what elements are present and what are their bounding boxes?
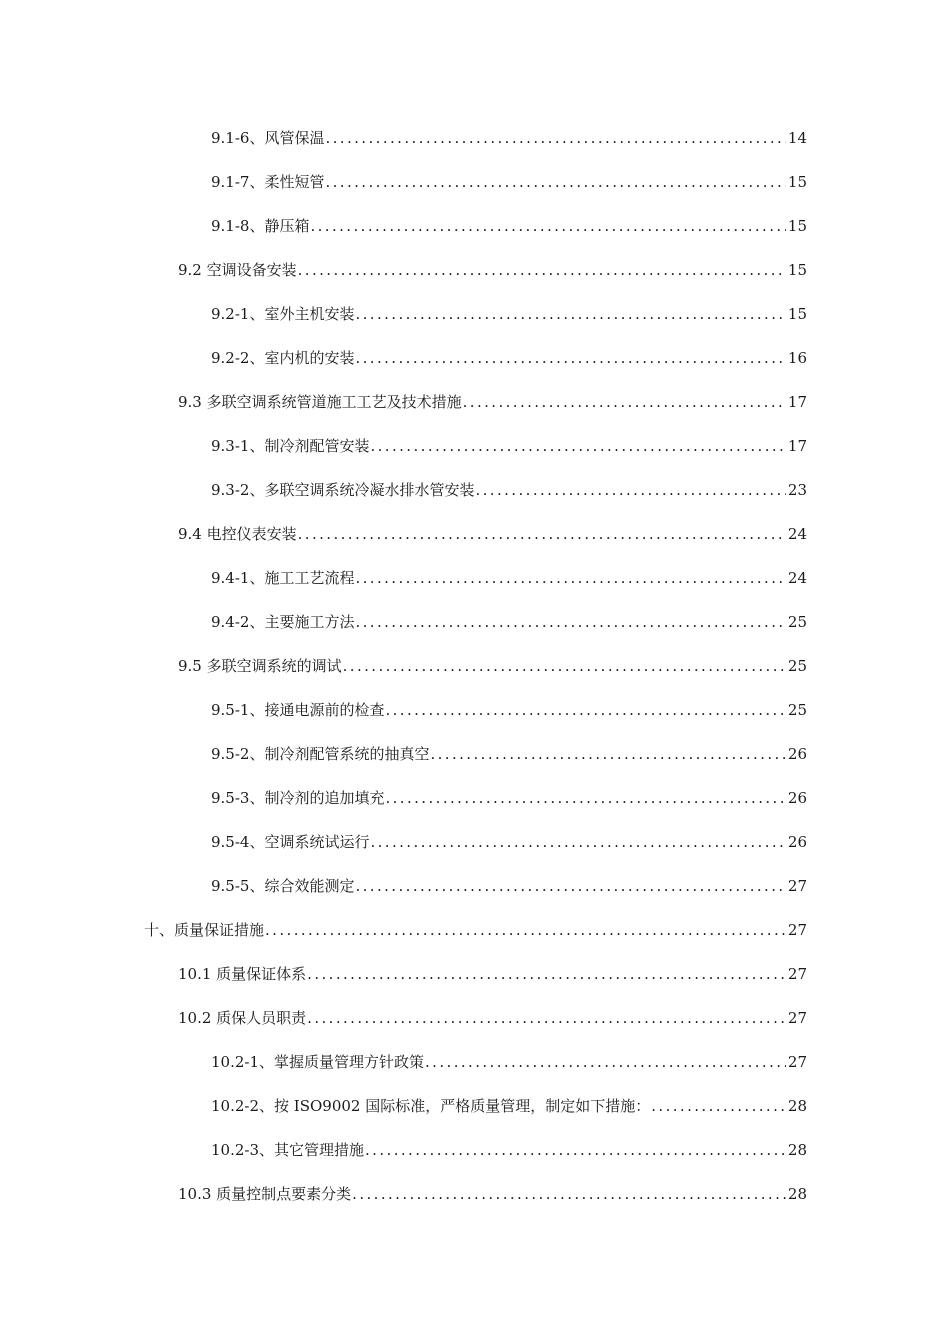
- toc-entry-page-number: 17: [787, 393, 807, 411]
- toc-entry-title: 9.5-4、空调系统试运行: [211, 833, 370, 851]
- toc-entry-page-number: 16: [787, 349, 807, 367]
- dot-leader: [365, 1134, 786, 1166]
- toc-entry-title: 10.1 质量保证体系: [178, 965, 307, 983]
- toc-entry[interactable]: [0, 694, 950, 738]
- toc-entry-title: 9.2-1、室外主机安装: [211, 305, 355, 323]
- toc-entry[interactable]: [0, 562, 950, 606]
- toc-entry-page-number: 26: [787, 745, 807, 763]
- toc-entry-page-number: 25: [787, 657, 807, 675]
- toc-entry[interactable]: [0, 606, 950, 650]
- toc-entry-title: 9.5-3、制冷剂的追加填充: [211, 789, 385, 807]
- toc-entry[interactable]: [0, 298, 950, 342]
- toc-entry[interactable]: [0, 1090, 950, 1134]
- toc-entry[interactable]: [0, 1046, 950, 1090]
- table-of-contents: [0, 122, 950, 1222]
- toc-entry-page-number: 15: [787, 173, 807, 191]
- toc-entry-page-number: 15: [787, 217, 807, 235]
- toc-entry-page-number: 25: [787, 613, 807, 631]
- toc-entry-title: 10.2-2、按 ISO9002 国际标准，严格质量管理，制定如下措施：: [211, 1097, 651, 1115]
- dot-leader: [325, 166, 785, 198]
- toc-entry-page-number: 27: [787, 1009, 807, 1027]
- toc-entry-page-number: 26: [787, 833, 807, 851]
- toc-entry[interactable]: [0, 430, 950, 474]
- toc-entry-title: 9.3-1、制冷剂配管安装: [211, 437, 370, 455]
- dot-leader: [425, 1046, 786, 1078]
- dot-leader: [307, 1002, 786, 1034]
- toc-entry-page-number: 26: [787, 789, 807, 807]
- dot-leader: [463, 386, 786, 418]
- dot-leader: [355, 342, 785, 374]
- toc-entry-title: 9.4-2、主要施工方法: [211, 613, 355, 631]
- toc-entry[interactable]: [0, 1134, 950, 1178]
- dot-leader: [310, 210, 785, 242]
- dot-leader: [355, 606, 785, 638]
- dot-leader: [298, 254, 786, 286]
- toc-entry[interactable]: [0, 342, 950, 386]
- toc-entry-title: 9.3-2、多联空调系统冷凝水排水管安装: [211, 481, 475, 499]
- toc-entry-title: 9.5-2、制冷剂配管系统的抽真空: [211, 745, 430, 763]
- toc-entry-title: 10.2-1、掌握质量管理方针政策: [211, 1053, 425, 1071]
- toc-entry-page-number: 14: [787, 129, 807, 147]
- toc-entry-title: 10.2-3、其它管理措施: [211, 1141, 365, 1159]
- dot-leader: [385, 782, 785, 814]
- toc-entry-page-number: 28: [787, 1097, 807, 1115]
- toc-entry[interactable]: [0, 650, 950, 694]
- toc-entry[interactable]: [0, 166, 950, 210]
- toc-entry-title: 9.5 多联空调系统的调试: [178, 657, 342, 675]
- toc-entry-page-number: 27: [787, 1053, 807, 1071]
- toc-entry-title: 9.3 多联空调系统管道施工工艺及技术措施: [178, 393, 462, 411]
- toc-entry[interactable]: [0, 958, 950, 1002]
- toc-entry-page-number: 27: [787, 965, 807, 983]
- toc-entry-title: 9.1-6、风管保温: [211, 129, 325, 147]
- toc-entry[interactable]: [0, 210, 950, 254]
- dot-leader: [265, 914, 786, 946]
- toc-entry-title: 9.1-8、静压箱: [211, 217, 310, 235]
- toc-entry-title: 9.1-7、柔性短管: [211, 173, 325, 191]
- toc-entry-title: 9.2-2、室内机的安装: [211, 349, 355, 367]
- toc-entry-title: 9.4 电控仪表安装: [178, 525, 297, 543]
- toc-entry-page-number: 28: [787, 1185, 807, 1203]
- toc-entry-title: 十、质量保证措施: [144, 921, 265, 939]
- dot-leader: [651, 1090, 786, 1122]
- toc-entry[interactable]: [0, 518, 950, 562]
- dot-leader: [385, 694, 785, 726]
- toc-entry-page-number: 27: [787, 921, 807, 939]
- toc-entry[interactable]: [0, 386, 950, 430]
- toc-entry-title: 9.4-1、施工工艺流程: [211, 569, 355, 587]
- toc-entry-page-number: 25: [787, 701, 807, 719]
- toc-entry[interactable]: [0, 1002, 950, 1046]
- dot-leader: [370, 430, 785, 462]
- toc-entry-title: 9.5-1、接通电源前的检查: [211, 701, 385, 719]
- dot-leader: [298, 518, 786, 550]
- dot-leader: [352, 1178, 786, 1210]
- dot-leader: [343, 650, 786, 682]
- toc-entry[interactable]: [0, 870, 950, 914]
- dot-leader: [370, 826, 785, 858]
- dot-leader: [307, 958, 786, 990]
- toc-entry-page-number: 23: [787, 481, 807, 499]
- toc-entry-page-number: 27: [787, 877, 807, 895]
- toc-entry-page-number: 15: [787, 261, 807, 279]
- toc-entry[interactable]: [0, 122, 950, 166]
- toc-entry-page-number: 28: [787, 1141, 807, 1159]
- toc-entry[interactable]: [0, 782, 950, 826]
- dot-leader: [355, 298, 785, 330]
- toc-entry-title: 10.2 质保人员职责: [178, 1009, 307, 1027]
- toc-entry[interactable]: [0, 914, 950, 958]
- toc-entry[interactable]: [0, 474, 950, 518]
- toc-entry-page-number: 24: [787, 569, 807, 587]
- toc-entry-page-number: 15: [787, 305, 807, 323]
- dot-leader: [355, 562, 785, 594]
- toc-entry-title: 9.5-5、综合效能测定: [211, 877, 355, 895]
- dot-leader: [430, 738, 785, 770]
- dot-leader: [475, 474, 785, 506]
- toc-entry[interactable]: [0, 1178, 950, 1222]
- dot-leader: [355, 870, 785, 902]
- toc-entry-page-number: 24: [787, 525, 807, 543]
- toc-entry-title: 10.3 质量控制点要素分类: [178, 1185, 352, 1203]
- toc-entry[interactable]: [0, 254, 950, 298]
- toc-entry[interactable]: [0, 826, 950, 870]
- dot-leader: [325, 122, 785, 154]
- toc-entry-title: 9.2 空调设备安装: [178, 261, 297, 279]
- toc-entry[interactable]: [0, 738, 950, 782]
- toc-entry-page-number: 17: [787, 437, 807, 455]
